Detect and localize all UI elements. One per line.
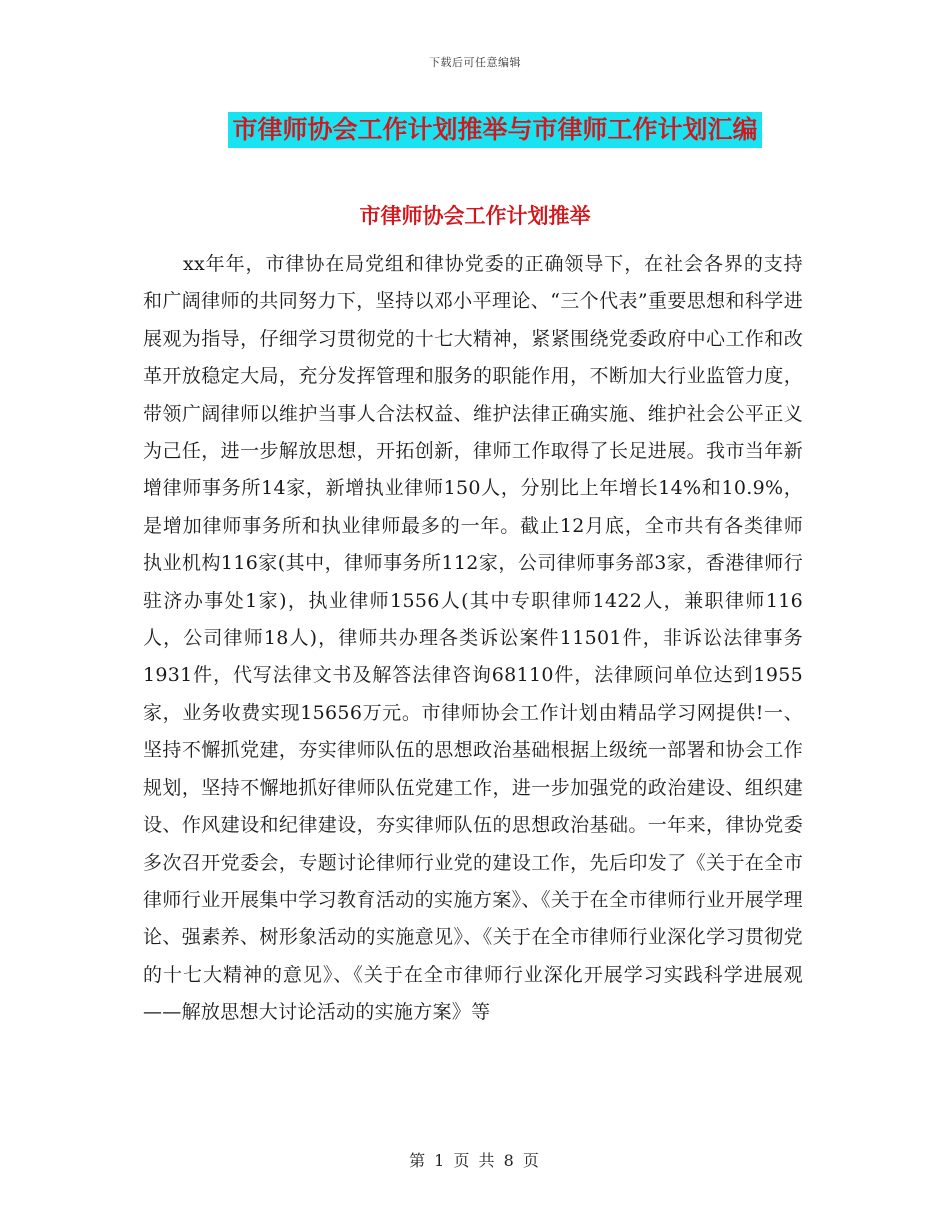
header-note: 下载后可任意编辑 — [429, 56, 521, 69]
main-title-container — [0, 112, 950, 148]
page-number: 第 1 页 共 8 页 — [409, 1151, 541, 1170]
main-title: 市律师协会工作计划推举与市律师工作计划汇编 — [228, 112, 761, 148]
body-paragraph: xx年年，市律协在局党组和律协党委的正确领导下，在社会各界的支持和广阔律师的共同努力下，坚持以邓小平理论、“三个代表”重要思想和科学进展观为指导，仔细学习贯彻党的十七大精神，紧紧围绕党委政府中心工作和改革开放稳定大局，充分发挥管理和服务的职能作用，不断加大行业监管力度，带领广阔律师以维护当事人合法权益、维护法律正确实施、维护社会公平正义为己任，进一步解放思想，开拓创新，律师工作取得了长足进展。我市当年新增律师事务所14家，新增执业律师150人，分别比上年增长14%和10.9%，是增加律师事务所和执业律师最多的一年。截止12月底，全市共有各类律师执业机构116家(其中，律师事务所112家，公司律师事务部3家，香港律师行驻济办事处1家)，执业律师1556人(其中专职律师1422人，兼职律师116人，公司律师18人)，律师共办理各类诉讼案件11501件，非诉讼法律事务1931件，代写法律文书及解答法律咨询68110件，法律顾问单位达到1955家，业务收费实现15656万元。市律师协会工作计划由精品学习网提供!一、坚持不懈抓党建，夯实律师队伍的思想政治基础根据上级统一部署和协会工作规划，坚持不懈地抓好律师队伍党建工作，进一步加强党的政治建设、组织建设、作风建设和纪律建设，夯实律师队伍的思想政治基础。一年来，律协党委多次召开党委会，专题讨论律师行业党的建设工作，先后印发了《关于在全市律师行业开展集中学习教育活动的实施方案》、《关于在全市律师行业开展学理论、强素养、树形象活动的实施意见》、《关于在全市律师行业深化学习贯彻党的十七大精神的意见》、《关于在全市律师行业深化开展学习实践科学进展观——解放思想大讨论活动的实施方案》等 — [143, 253, 803, 1024]
section-title: 市律师协会工作计划推举 — [359, 204, 591, 228]
